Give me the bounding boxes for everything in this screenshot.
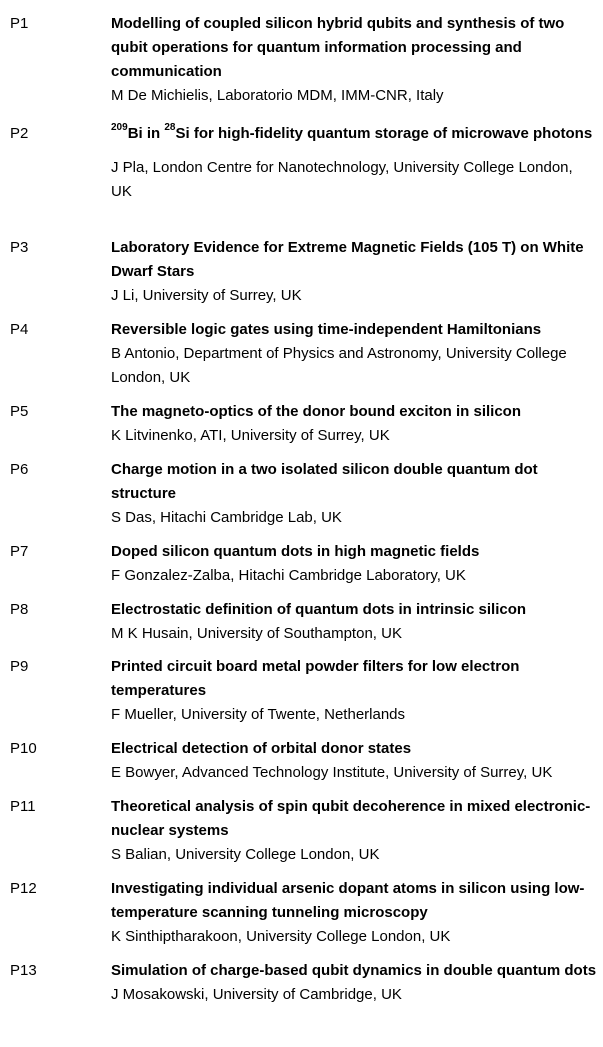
poster-code: P3 (10, 239, 29, 256)
poster-author: K Sinthiptharakoon, University College London, UK (111, 928, 451, 945)
poster-title: Modelling of coupled silicon hybrid qubits and synthesis of two qubit operations for quantum information processing and communication (111, 15, 565, 80)
poster-code: P4 (10, 321, 29, 338)
poster-author: M K Husain, University of Southampton, UK (111, 625, 402, 642)
poster-code: P11 (10, 798, 36, 815)
poster-title: Printed circuit board metal powder filters for low electron temperatures (111, 658, 520, 699)
poster-code: P5 (10, 403, 29, 420)
poster-title: Investigating individual arsenic dopant atoms in silicon using low-temperature scanning tunneling microscopy (111, 880, 585, 921)
poster-author: F Gonzalez-Zalba, Hitachi Cambridge Laboratory, UK (111, 567, 466, 584)
poster-title: The magneto-optics of the donor bound exciton in silicon (111, 403, 521, 420)
poster-title (111, 122, 597, 146)
isotope-mass-si: 28 (164, 122, 176, 133)
poster-author: B Antonio, Department of Physics and Astronomy, University College London, UK (111, 345, 567, 386)
poster-title: Theoretical analysis of spin qubit decoherence in mixed electronic-nuclear systems (111, 798, 591, 839)
poster-author: S Das, Hitachi Cambridge Lab, UK (111, 509, 342, 526)
poster-code: P6 (10, 461, 29, 478)
poster-code: P9 (10, 658, 29, 675)
poster-code: P7 (10, 543, 29, 560)
poster-author: M De Michielis, Laboratorio MDM, IMM-CNR, Italy (111, 87, 444, 104)
poster-author: J Mosakowski, University of Cambridge, UK (111, 986, 402, 1003)
poster-author: K Litvinenko, ATI, University of Surrey, UK (111, 427, 390, 444)
poster-code: P2 (10, 125, 29, 142)
poster-title: Reversible logic gates using time-independent Hamiltonians (111, 321, 542, 338)
poster-code: P12 (10, 880, 37, 897)
poster-author: F Mueller, University of Twente, Netherlands (111, 706, 406, 723)
poster-code: P10 (10, 740, 37, 757)
poster-title: Charge motion in a two isolated silicon double quantum dot structure (111, 461, 538, 502)
poster-title: Electrostatic definition of quantum dots in intrinsic silicon (111, 601, 527, 618)
poster-code: P1 (10, 15, 29, 32)
poster-author: S Balian, University College London, UK (111, 846, 380, 863)
poster-code: P13 (10, 962, 37, 979)
title-text-part2: Si for high-fidelity quantum storage of microwave photons (175, 125, 593, 142)
poster-author: J Li, University of Surrey, UK (111, 287, 302, 304)
poster-title: Electrical detection of orbital donor states (111, 740, 412, 757)
poster-title: Simulation of charge-based qubit dynamics in double quantum dots (111, 962, 597, 979)
title-text-part1: Bi in (127, 125, 165, 142)
isotope-mass-bi: 209 (111, 122, 128, 133)
poster-author: J Pla, London Centre for Nanotechnology, University College London, UK (111, 159, 573, 200)
poster-author: E Bowyer, Advanced Technology Institute, University of Surrey, UK (111, 764, 553, 781)
poster-code: P8 (10, 601, 29, 618)
poster-title: Laboratory Evidence for Extreme Magnetic Fields (105 T) on White Dwarf Stars (111, 239, 584, 280)
poster-title: Doped silicon quantum dots in high magnetic fields (111, 543, 480, 560)
